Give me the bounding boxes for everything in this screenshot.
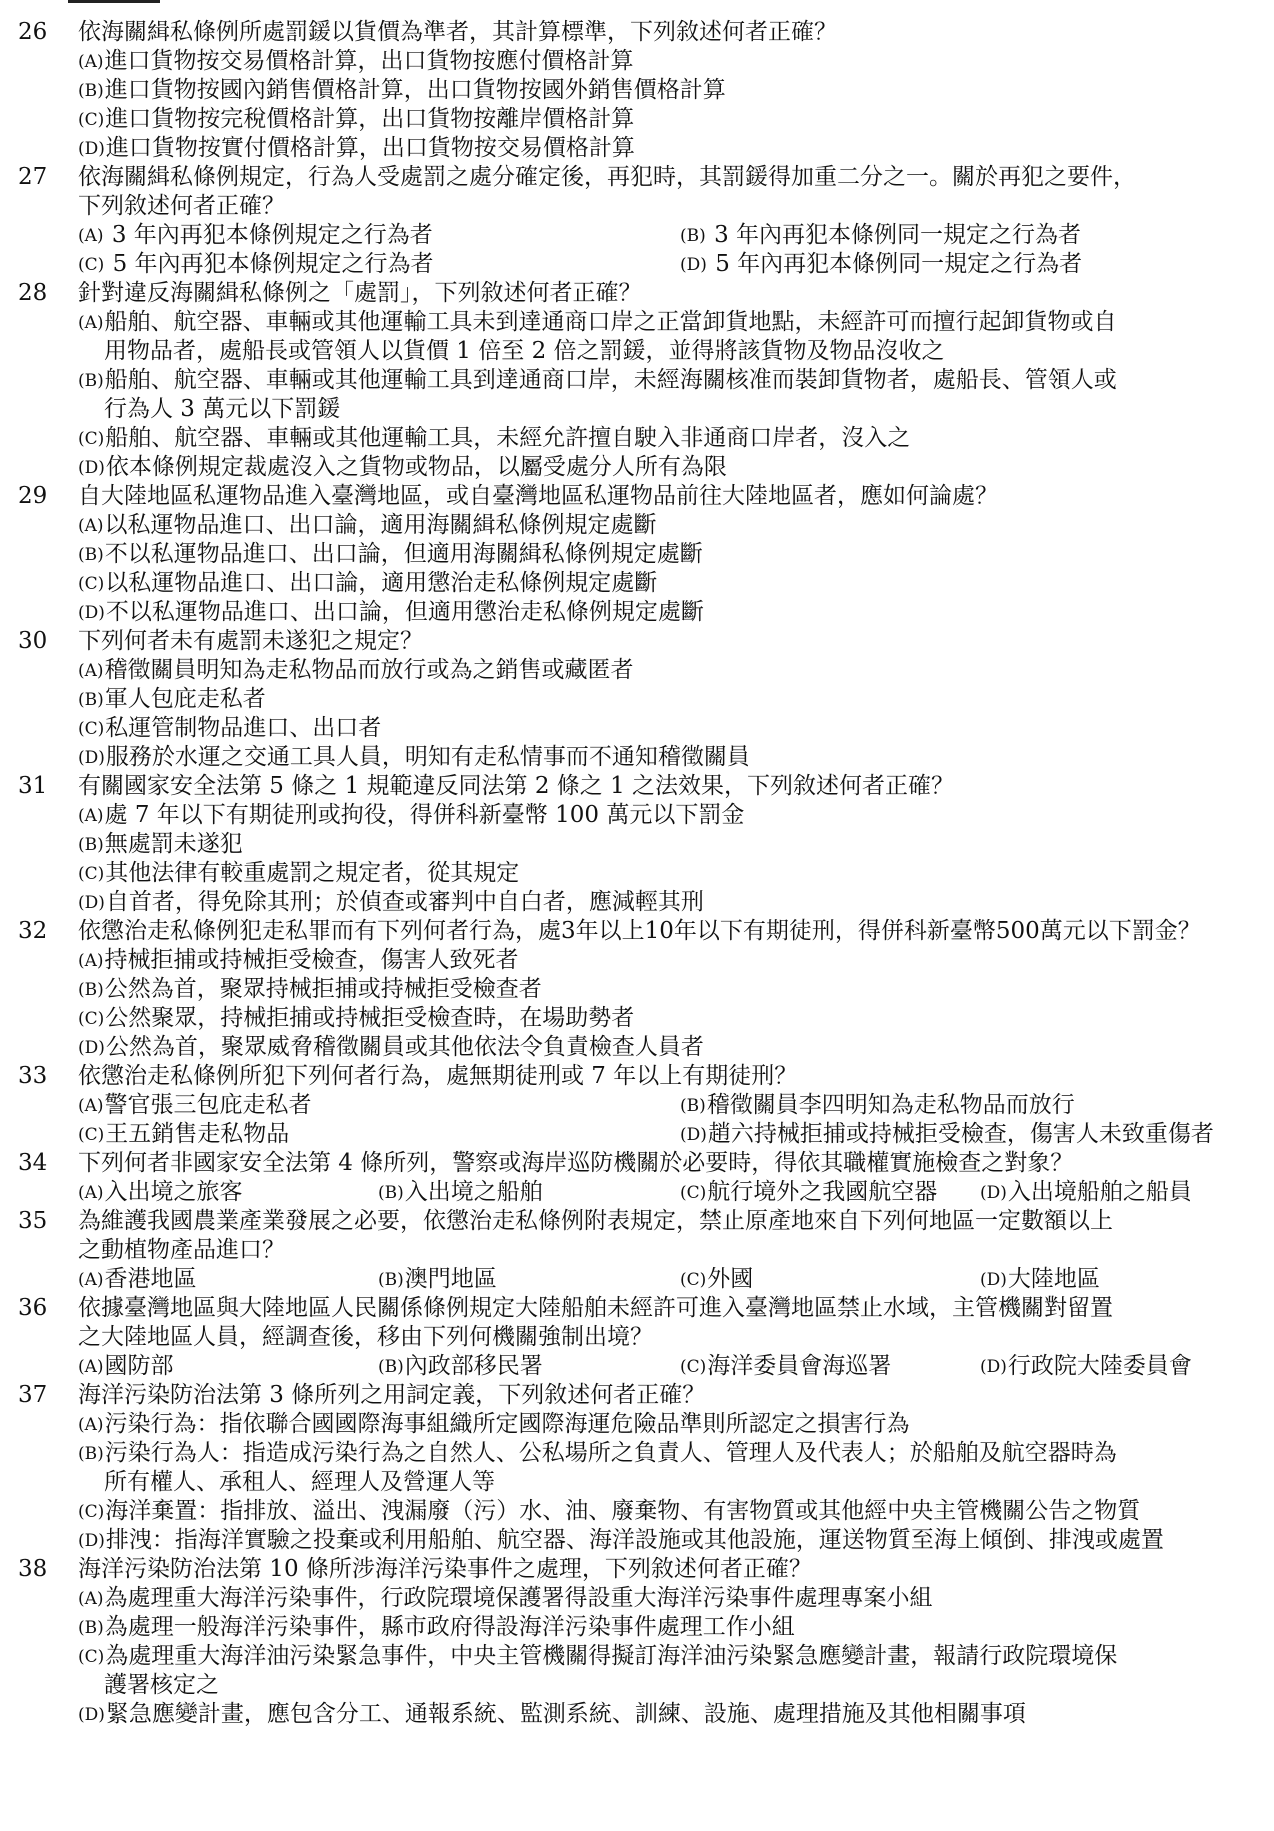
option bbox=[78, 1091, 312, 1121]
option bbox=[78, 830, 243, 860]
option bbox=[78, 308, 1117, 338]
option bbox=[78, 1410, 910, 1440]
question-stem-row bbox=[0, 1555, 1274, 1584]
option bbox=[980, 1352, 1192, 1382]
option-marker: (C) bbox=[78, 1125, 105, 1145]
option-text: 航行境外之我國航空器 bbox=[707, 1179, 938, 1205]
option-marker: (B) bbox=[378, 1270, 404, 1290]
option bbox=[378, 1352, 543, 1382]
option-marker: (B) bbox=[78, 545, 104, 565]
option-marker: (A) bbox=[78, 951, 104, 971]
option-marker: (B) bbox=[78, 81, 104, 101]
option-row bbox=[0, 1497, 1274, 1526]
question-stem-row bbox=[0, 772, 1274, 801]
option-text: 海洋委員會海巡署 bbox=[707, 1353, 892, 1379]
option-row bbox=[0, 221, 1274, 250]
question-32 bbox=[0, 917, 1274, 1062]
option-text: 軍人包庇走私者 bbox=[104, 686, 266, 712]
option-marker: (A) bbox=[78, 1183, 104, 1203]
option-text: 大陸地區 bbox=[1007, 1266, 1100, 1292]
option-text: 國防部 bbox=[104, 1353, 174, 1379]
option-row bbox=[0, 1178, 1274, 1207]
option-text-continued: 用物品者，處船長或管領人以貨價 1 倍至 2 倍之罰鍰，並得將該貨物及物品沒收之 bbox=[104, 338, 945, 364]
question-29 bbox=[0, 482, 1274, 627]
option bbox=[78, 105, 634, 135]
option-marker: (A) bbox=[78, 52, 104, 72]
option-text: 內政部移民署 bbox=[404, 1353, 543, 1379]
option-marker: (A) bbox=[78, 1357, 104, 1377]
question-number: 36 bbox=[18, 1295, 48, 1321]
option-continuation-row bbox=[0, 1671, 1274, 1700]
option-row bbox=[0, 1033, 1274, 1062]
option-marker: (D) bbox=[980, 1270, 1007, 1290]
question-stem-text: 海洋污染防治法第 10 條所涉海洋污染事件之處理，下列敘述何者正確？ bbox=[78, 1556, 812, 1582]
option-marker: (C) bbox=[78, 1009, 105, 1029]
option-row bbox=[0, 656, 1274, 685]
question-number: 38 bbox=[18, 1556, 48, 1582]
question-stem-row bbox=[0, 163, 1274, 192]
question-stem-text: 下列何者非國家安全法第 4 條所列，警察或海岸巡防機關於必要時，得依其職權實施檢查之對象？ bbox=[78, 1150, 1074, 1176]
question-31 bbox=[0, 772, 1274, 917]
option-continuation-row bbox=[0, 1468, 1274, 1497]
option-row bbox=[0, 453, 1274, 482]
question-36 bbox=[0, 1294, 1274, 1381]
question-stem-row bbox=[0, 1062, 1274, 1091]
option-row bbox=[0, 540, 1274, 569]
question-stem-text: 之動植物產品進口？ bbox=[78, 1237, 285, 1263]
question-27 bbox=[0, 163, 1274, 279]
option-text: 澳門地區 bbox=[404, 1266, 497, 1292]
option-text: 其他法律有較重處罰之規定者，從其規定 bbox=[105, 860, 520, 886]
question-number: 28 bbox=[18, 280, 48, 306]
option-row bbox=[0, 1584, 1274, 1613]
option-text: 以私運物品進口、出口論，適用海關緝私條例規定處斷 bbox=[104, 512, 657, 538]
option-marker: (B) bbox=[378, 1183, 404, 1203]
option bbox=[378, 1265, 497, 1295]
question-stem-text: 為維護我國農業產業發展之必要，依懲治走私條例附表規定，禁止原產地來自下列何地區一定數額以上 bbox=[78, 1208, 1113, 1234]
question-list bbox=[0, 18, 1274, 1729]
option bbox=[78, 221, 433, 251]
option-marker: (D) bbox=[980, 1183, 1007, 1203]
question-stem-row bbox=[0, 192, 1274, 221]
option bbox=[680, 250, 1082, 280]
question-stem-text: 依據臺灣地區與大陸地區人民關係條例規定大陸船舶未經許可進入臺灣地區禁止水域，主管機關對留置 bbox=[78, 1295, 1113, 1321]
option bbox=[680, 1352, 891, 1382]
question-28 bbox=[0, 279, 1274, 482]
option-text: 海洋棄置：指排放、溢出、洩漏廢（污）水、油、廢棄物、有害物質或其他經中央主管機關公告之物質 bbox=[105, 1498, 1141, 1524]
option bbox=[78, 1352, 174, 1382]
option-marker: (B) bbox=[680, 226, 706, 246]
option-text: 不以私運物品進口、出口論，但適用懲治走私條例規定處斷 bbox=[105, 599, 704, 625]
option-marker: (B) bbox=[78, 1618, 104, 1638]
option-text: 外國 bbox=[707, 1266, 754, 1292]
question-number: 34 bbox=[18, 1150, 48, 1176]
option-text: 為處理一般海洋污染事件，縣市政府得設海洋污染事件處理工作小組 bbox=[104, 1614, 795, 1640]
question-stem-text: 依海關緝私條例所處罰鍰以貨價為準者，其計算標準，下列敘述何者正確？ bbox=[78, 19, 837, 45]
option-text: 自首者，得免除其刑；於偵查或審判中自白者，應減輕其刑 bbox=[105, 889, 704, 915]
option-text: 公然為首，聚眾威脅稽徵關員或其他依法令負責檢查人員者 bbox=[105, 1034, 704, 1060]
question-34 bbox=[0, 1149, 1274, 1207]
option bbox=[78, 888, 704, 918]
option-text: 行政院大陸委員會 bbox=[1007, 1353, 1192, 1379]
option-text: 船舶、航空器、車輛或其他運輸工具到達通商口岸，未經海關核准而裝卸貨物者，處船長、管領人或 bbox=[104, 367, 1117, 393]
option bbox=[378, 1178, 543, 1208]
option bbox=[78, 1526, 1164, 1556]
question-37 bbox=[0, 1381, 1274, 1555]
option-row bbox=[0, 1410, 1274, 1439]
option-text: 持械拒捕或持械拒受檢查，傷害人致死者 bbox=[104, 947, 519, 973]
question-number: 33 bbox=[18, 1063, 48, 1089]
option bbox=[78, 1120, 289, 1150]
question-stem-text: 有關國家安全法第 5 條之 1 規範違反同法第 2 條之 1 之法效果，下列敘述何者正確？ bbox=[78, 773, 955, 799]
option-text-continued: 所有權人、承租人、經理人及營運人等 bbox=[104, 1469, 495, 1495]
question-stem-row bbox=[0, 18, 1274, 47]
option-marker: (C) bbox=[78, 1647, 105, 1667]
option bbox=[78, 1178, 243, 1208]
option-text: 依本條例規定裁處沒入之貨物或物品，以屬受處分人所有為限 bbox=[105, 454, 727, 480]
option-row bbox=[0, 1091, 1274, 1120]
option-marker: (B) bbox=[78, 690, 104, 710]
option bbox=[78, 424, 910, 454]
option bbox=[78, 250, 434, 280]
question-number: 35 bbox=[18, 1208, 48, 1234]
option-row bbox=[0, 511, 1274, 540]
option-row bbox=[0, 830, 1274, 859]
option-marker: (C) bbox=[78, 255, 105, 275]
option-text: 5 年內再犯本條例同一規定之行為者 bbox=[707, 251, 1083, 277]
option-marker: (D) bbox=[78, 893, 105, 913]
option-text: 進口貨物按國內銷售價格計算，出口貨物按國外銷售價格計算 bbox=[104, 77, 726, 103]
option bbox=[78, 1033, 704, 1063]
option-marker: (C) bbox=[78, 574, 105, 594]
option-marker: (D) bbox=[78, 458, 105, 478]
option-marker: (A) bbox=[78, 1270, 104, 1290]
option-text: 處 7 年以下有期徒刑或拘役，得併科新臺幣 100 萬元以下罰金 bbox=[104, 802, 745, 828]
question-stem-text: 依懲治走私條例犯走私罪而有下列何者行為，處3年以上10年以下有期徒刑，得併科新臺幣500萬元以下罰金？ bbox=[78, 918, 1201, 944]
option-text-continued: 護署核定之 bbox=[104, 1672, 219, 1698]
option bbox=[78, 540, 703, 570]
question-stem-row bbox=[0, 627, 1274, 656]
option-marker: (C) bbox=[78, 1502, 105, 1522]
option-text: 不以私運物品進口、出口論，但適用海關緝私條例規定處斷 bbox=[104, 541, 703, 567]
option-text: 稽徵關員明知為走私物品而放行或為之銷售或藏匿者 bbox=[104, 657, 634, 683]
option-row bbox=[0, 946, 1274, 975]
option-marker: (A) bbox=[78, 661, 104, 681]
question-number: 37 bbox=[18, 1382, 48, 1408]
option bbox=[78, 656, 634, 686]
option-row bbox=[0, 308, 1274, 337]
option-marker: (C) bbox=[680, 1270, 707, 1290]
option-row bbox=[0, 250, 1274, 279]
option-text: 進口貨物按實付價格計算，出口貨物按交易價格計算 bbox=[105, 135, 635, 161]
option bbox=[78, 1439, 1117, 1469]
option-row bbox=[0, 685, 1274, 714]
option-text: 船舶、航空器、車輛或其他運輸工具未到達通商口岸之正當卸貨地點，未經許可而擅行起卸貨物或自 bbox=[104, 309, 1117, 335]
option bbox=[980, 1265, 1100, 1295]
option bbox=[78, 685, 266, 715]
option-text: 私運管制物品進口、出口者 bbox=[105, 715, 382, 741]
question-number: 26 bbox=[18, 19, 48, 45]
option bbox=[78, 598, 704, 628]
question-stem-row bbox=[0, 917, 1274, 946]
option bbox=[680, 221, 1081, 251]
option-marker: (C) bbox=[78, 864, 105, 884]
option-marker: (D) bbox=[78, 603, 105, 623]
option bbox=[78, 743, 750, 773]
option bbox=[78, 366, 1117, 396]
option-continuation-row bbox=[0, 337, 1274, 366]
option-marker: (A) bbox=[78, 1415, 104, 1435]
option-text: 入出境之船舶 bbox=[404, 1179, 543, 1205]
option-row bbox=[0, 859, 1274, 888]
question-38 bbox=[0, 1555, 1274, 1729]
question-number: 32 bbox=[18, 918, 48, 944]
option-text: 污染行為：指依聯合國國際海事組織所定國際海運危險品準則所認定之損害行為 bbox=[104, 1411, 910, 1437]
option-row bbox=[0, 134, 1274, 163]
question-stem-row bbox=[0, 1149, 1274, 1178]
option-row bbox=[0, 1642, 1274, 1671]
question-33 bbox=[0, 1062, 1274, 1149]
option-marker: (C) bbox=[680, 1357, 707, 1377]
option bbox=[680, 1265, 753, 1295]
option-text: 緊急應變計畫，應包含分工、通報系統、監測系統、訓練、設施、處理措施及其他相關事項 bbox=[105, 1701, 1026, 1727]
option-row bbox=[0, 47, 1274, 76]
option-text: 王五銷售走私物品 bbox=[105, 1121, 290, 1147]
option-marker: (B) bbox=[78, 980, 104, 1000]
option-text: 趙六持械拒捕或持械拒受檢查，傷害人未致重傷者 bbox=[707, 1121, 1214, 1147]
option-text: 3 年內再犯本條例規定之行為者 bbox=[104, 222, 433, 248]
option-marker: (B) bbox=[78, 835, 104, 855]
option-row bbox=[0, 975, 1274, 1004]
option bbox=[680, 1178, 937, 1208]
option-text: 為處理重大海洋油污染緊急事件，中央主管機關得擬訂海洋油污染緊急應變計畫，報請行政院環境保 bbox=[105, 1643, 1118, 1669]
question-number: 29 bbox=[18, 483, 48, 509]
option-text: 進口貨物按交易價格計算，出口貨物按應付價格計算 bbox=[104, 48, 634, 74]
question-stem-row bbox=[0, 1381, 1274, 1410]
option-text: 無處罰未遂犯 bbox=[104, 831, 243, 857]
option-row bbox=[0, 1352, 1274, 1381]
option bbox=[78, 453, 727, 483]
option bbox=[78, 569, 657, 599]
option-marker: (A) bbox=[78, 516, 104, 536]
question-stem-row bbox=[0, 1236, 1274, 1265]
option-marker: (D) bbox=[78, 748, 105, 768]
option bbox=[78, 134, 635, 164]
option-row bbox=[0, 1700, 1274, 1729]
option-text: 入出境之旅客 bbox=[104, 1179, 243, 1205]
option-text: 公然為首，聚眾持械拒捕或持械拒受檢查者 bbox=[104, 976, 542, 1002]
question-stem-row bbox=[0, 1294, 1274, 1323]
option-text: 以私運物品進口、出口論，適用懲治走私條例規定處斷 bbox=[105, 570, 658, 596]
question-30 bbox=[0, 627, 1274, 772]
option-marker: (A) bbox=[78, 806, 104, 826]
question-stem-row bbox=[0, 482, 1274, 511]
option-text: 船舶、航空器、車輛或其他運輸工具，未經允許擅自駛入非通商口岸者，沒入之 bbox=[105, 425, 911, 451]
option bbox=[78, 76, 726, 106]
option bbox=[78, 1613, 795, 1643]
option-row bbox=[0, 1004, 1274, 1033]
option bbox=[78, 1497, 1140, 1527]
option-text: 稽徵關員李四明知為走私物品而放行 bbox=[706, 1092, 1075, 1118]
option-text: 香港地區 bbox=[104, 1266, 197, 1292]
question-stem-text: 下列敘述何者正確？ bbox=[78, 193, 285, 219]
top-rule bbox=[68, 0, 160, 3]
option-row bbox=[0, 424, 1274, 453]
option-marker: (C) bbox=[680, 1183, 707, 1203]
question-stem-text: 之大陸地區人員，經調查後，移由下列何機關強制出境？ bbox=[78, 1324, 653, 1350]
option-marker: (D) bbox=[680, 1125, 707, 1145]
option-text: 入出境船舶之船員 bbox=[1007, 1179, 1192, 1205]
question-stem-row bbox=[0, 279, 1274, 308]
option-marker: (A) bbox=[78, 1096, 104, 1116]
option bbox=[78, 1004, 634, 1034]
option-row bbox=[0, 801, 1274, 830]
option-marker: (B) bbox=[78, 371, 104, 391]
question-number: 30 bbox=[18, 628, 48, 654]
option bbox=[78, 714, 381, 744]
option-text: 排洩：指海洋實驗之投棄或利用船舶、航空器、海洋設施或其他設施，運送物質至海上傾倒、排洩或處置 bbox=[105, 1527, 1164, 1553]
option bbox=[78, 511, 657, 541]
question-stem-text: 自大陸地區私運物品進入臺灣地區，或自臺灣地區私運物品前往大陸地區者，應如何論處？ bbox=[78, 483, 998, 509]
option bbox=[78, 1700, 1026, 1730]
option bbox=[78, 946, 519, 976]
option bbox=[680, 1091, 1075, 1121]
option-row bbox=[0, 569, 1274, 598]
option-marker: (C) bbox=[78, 110, 105, 130]
option-marker: (A) bbox=[78, 1589, 104, 1609]
option-marker: (B) bbox=[78, 1444, 104, 1464]
option bbox=[78, 859, 519, 889]
option-marker: (B) bbox=[680, 1096, 706, 1116]
question-stem-text: 下列何者未有處罰未遂犯之規定？ bbox=[78, 628, 423, 654]
question-number: 27 bbox=[18, 164, 48, 190]
option-row bbox=[0, 105, 1274, 134]
option-text: 為處理重大海洋污染事件，行政院環境保護署得設重大海洋污染事件處理專案小組 bbox=[104, 1585, 933, 1611]
option-row bbox=[0, 598, 1274, 627]
question-stem-text: 依海關緝私條例規定，行為人受處罰之處分確定後，再犯時，其罰鍰得加重二分之一。關於再犯之要件， bbox=[78, 164, 1136, 190]
option-text: 進口貨物按完稅價格計算，出口貨物按離岸價格計算 bbox=[105, 106, 635, 132]
question-stem-text: 海洋污染防治法第 3 條所列之用詞定義，下列敘述何者正確？ bbox=[78, 1382, 706, 1408]
option-text: 服務於水運之交通工具人員，明知有走私情事而不通知稽徵關員 bbox=[105, 744, 750, 770]
option bbox=[78, 975, 542, 1005]
option-row bbox=[0, 366, 1274, 395]
option-row bbox=[0, 1526, 1274, 1555]
option-continuation-row bbox=[0, 395, 1274, 424]
option bbox=[78, 1584, 933, 1614]
question-stem-row bbox=[0, 1207, 1274, 1236]
option-marker: (C) bbox=[78, 429, 105, 449]
question-stem-text: 針對違反海關緝私條例之「處罰」，下列敘述何者正確？ bbox=[78, 280, 642, 306]
option-text: 警官張三包庇走私者 bbox=[104, 1092, 312, 1118]
option-marker: (D) bbox=[78, 1038, 105, 1058]
option-marker: (C) bbox=[78, 719, 105, 739]
option bbox=[78, 1642, 1117, 1672]
question-26 bbox=[0, 18, 1274, 163]
option bbox=[78, 47, 634, 77]
question-35 bbox=[0, 1207, 1274, 1294]
option-row bbox=[0, 743, 1274, 772]
option-row bbox=[0, 1120, 1274, 1149]
option-marker: (B) bbox=[378, 1357, 404, 1377]
question-stem-text: 依懲治走私條例所犯下列何者行為，處無期徒刑或 7 年以上有期徒刑？ bbox=[78, 1063, 798, 1089]
option-row bbox=[0, 714, 1274, 743]
option-text: 公然聚眾，持械拒捕或持械拒受檢查時，在場助勢者 bbox=[105, 1005, 635, 1031]
option-marker: (A) bbox=[78, 313, 104, 333]
option bbox=[980, 1178, 1192, 1208]
option-row bbox=[0, 1439, 1274, 1468]
option bbox=[78, 1265, 197, 1295]
option bbox=[680, 1120, 1214, 1150]
question-stem-row bbox=[0, 1323, 1274, 1352]
option-text-continued: 行為人 3 萬元以下罰鍰 bbox=[104, 396, 341, 422]
option-row bbox=[0, 76, 1274, 105]
option-marker: (D) bbox=[78, 1531, 105, 1551]
option-marker: (D) bbox=[680, 255, 707, 275]
option-text: 污染行為人：指造成污染行為之自然人、公私場所之負責人、管理人及代表人；於船舶及航空器時為 bbox=[104, 1440, 1117, 1466]
option-marker: (D) bbox=[78, 1705, 105, 1725]
option-marker: (A) bbox=[78, 226, 104, 246]
option-text: 3 年內再犯本條例同一規定之行為者 bbox=[706, 222, 1082, 248]
option-marker: (D) bbox=[78, 139, 105, 159]
option-text: 5 年內再犯本條例規定之行為者 bbox=[105, 251, 434, 277]
option-marker: (D) bbox=[980, 1357, 1007, 1377]
question-number: 31 bbox=[18, 773, 48, 799]
option-row bbox=[0, 1265, 1274, 1294]
option bbox=[78, 801, 744, 831]
option-row bbox=[0, 888, 1274, 917]
option-row bbox=[0, 1613, 1274, 1642]
